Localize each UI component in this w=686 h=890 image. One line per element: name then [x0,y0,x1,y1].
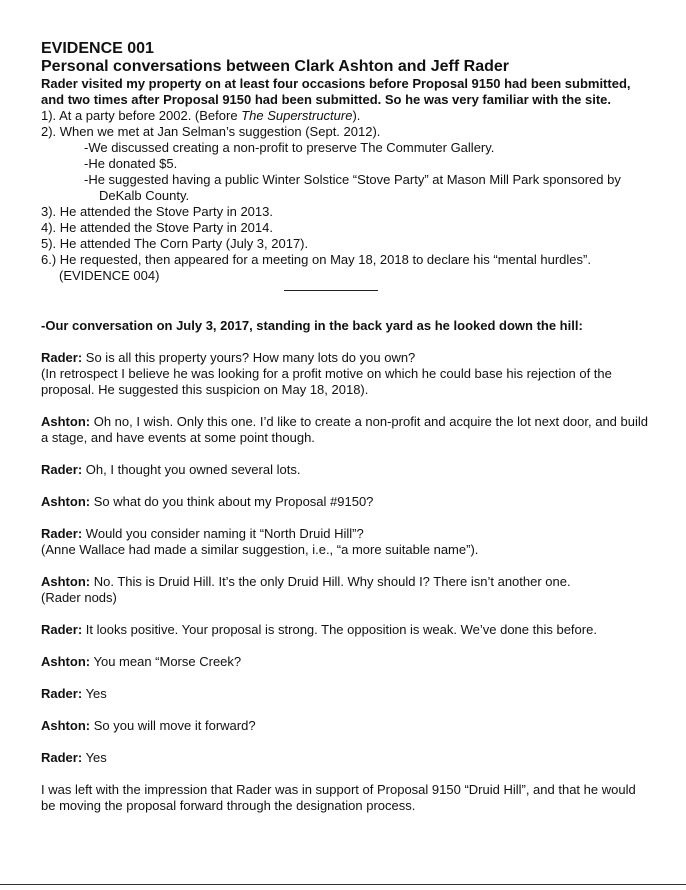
dialogue-entry [41,414,651,446]
sub-item-3: -He suggested having a public Winter Solstice “Stove Party” at Mason Mill Park sponsored by [84,172,621,187]
dialogue-entry [41,622,651,638]
dialogue-note: (In retrospect I believe he was looking for a profit motive on which he could base his rejection of the proposal. He suggested this suspicion on May 18, 2018). [41,366,612,397]
dialogue-entry [41,574,651,606]
speaker-label: Ashton: [41,654,91,669]
dialogue-entry [41,526,651,558]
dialogue-line [41,622,651,638]
dialogue-line [41,750,651,766]
list-item-1 [41,108,651,124]
speaker-label: Ashton: [41,494,91,509]
dialogue [41,350,651,766]
dialogue-line [41,574,651,590]
dialogue-entry [41,654,651,670]
dialogue-note: (Anne Wallace had made a similar suggestion, i.e., “a more suitable name”). [41,542,479,557]
dialogue-text: Would you consider naming it “North Druid Hill”? [82,526,364,541]
list-item-1-suffix: ). [352,108,361,123]
sub-item-3-continued: DeKalb County. [99,188,190,203]
dialogue-line [41,686,651,702]
dialogue-entry [41,750,651,766]
page-bottom-rule [0,884,686,885]
document-subtitle: Personal conversations between Clark Ashton and Jeff Rader [41,58,509,75]
document-page [41,40,651,814]
dialogue-line [41,414,651,446]
dialogue-text: So is all this property yours? How many lots do you own? [82,350,416,365]
list-item-6-continued: (EVIDENCE 004) [59,268,160,283]
dialogue-text: No. This is Druid Hill. It’s the only Druid Hill. Why should I? There isn’t another one. [90,574,571,589]
document-title: EVIDENCE 001 [41,40,154,57]
dialogue-line [41,350,651,366]
conclusion-paragraph: I was left with the impression that Rader was in support of Proposal 9150 “Druid Hill”, and that he would be moving the proposal forward through the designation process. [41,782,636,813]
dialogue-line [41,718,651,734]
dialogue-text: Oh no, I wish. Only this one. I’d like to create a non-profit and acquire the lot next door, and build a stage, and have events at some point though. [41,414,648,445]
speaker-label: Rader: [41,526,83,541]
dialogue-entry [41,494,651,510]
dialogue-text: Yes [82,686,107,701]
dialogue-text: It looks positive. Your proposal is strong. The opposition is weak. We’ve done this before. [82,622,597,637]
list-item-2: 2). When we met at Jan Selman’s suggestion (Sept. 2012). [41,124,381,139]
dialogue-text: Yes [82,750,107,765]
speaker-label: Ashton: [41,718,91,733]
dialogue-text: So you will move it forward? [90,718,256,733]
speaker-label: Ashton: [41,574,91,589]
intro-paragraph: Rader visited my property on at least four occasions before Proposal 9150 had been submitted, and two times after Proposal 9150 had been submitted. So he was very familiar with the site. [41,76,631,107]
dialogue-entry [41,718,651,734]
conversation-heading: -Our conversation on July 3, 2017, standing in the back yard as he looked down the hill: [41,318,583,333]
speaker-label: Rader: [41,622,83,637]
dialogue-line [41,526,651,542]
speaker-label: Ashton: [41,414,91,429]
list-item-3: 3). He attended the Stove Party in 2013. [41,204,273,219]
dialogue-note: (Rader nods) [41,590,117,605]
dialogue-text: You mean “Morse Creek? [90,654,242,669]
dialogue-entry [41,462,651,478]
dialogue-line [41,654,651,670]
dialogue-text: So what do you think about my Proposal #9150? [90,494,374,509]
section-divider [284,290,378,291]
dialogue-entry [41,350,651,398]
list-item-4: 4). He attended the Stove Party in 2014. [41,220,273,235]
dialogue-text: Oh, I thought you owned several lots. [82,462,301,477]
list-item-1-prefix: 1). At a party before 2002. (Before [41,108,242,123]
speaker-label: Rader: [41,462,83,477]
dialogue-line [41,494,651,510]
list-item-5: 5). He attended The Corn Party (July 3, 2017). [41,236,309,251]
list-item-1-title: The Superstructure [241,108,353,123]
speaker-label: Rader: [41,350,83,365]
speaker-label: Rader: [41,686,83,701]
dialogue-line [41,462,651,478]
list-item-6: 6.) He requested, then appeared for a meeting on May 18, 2018 to declare his “mental hurdles”. [41,252,591,267]
sub-item-2: -He donated $5. [84,156,178,171]
speaker-label: Rader: [41,750,83,765]
sub-item-1: -We discussed creating a non-profit to preserve The Commuter Gallery. [84,140,495,155]
dialogue-entry [41,686,651,702]
